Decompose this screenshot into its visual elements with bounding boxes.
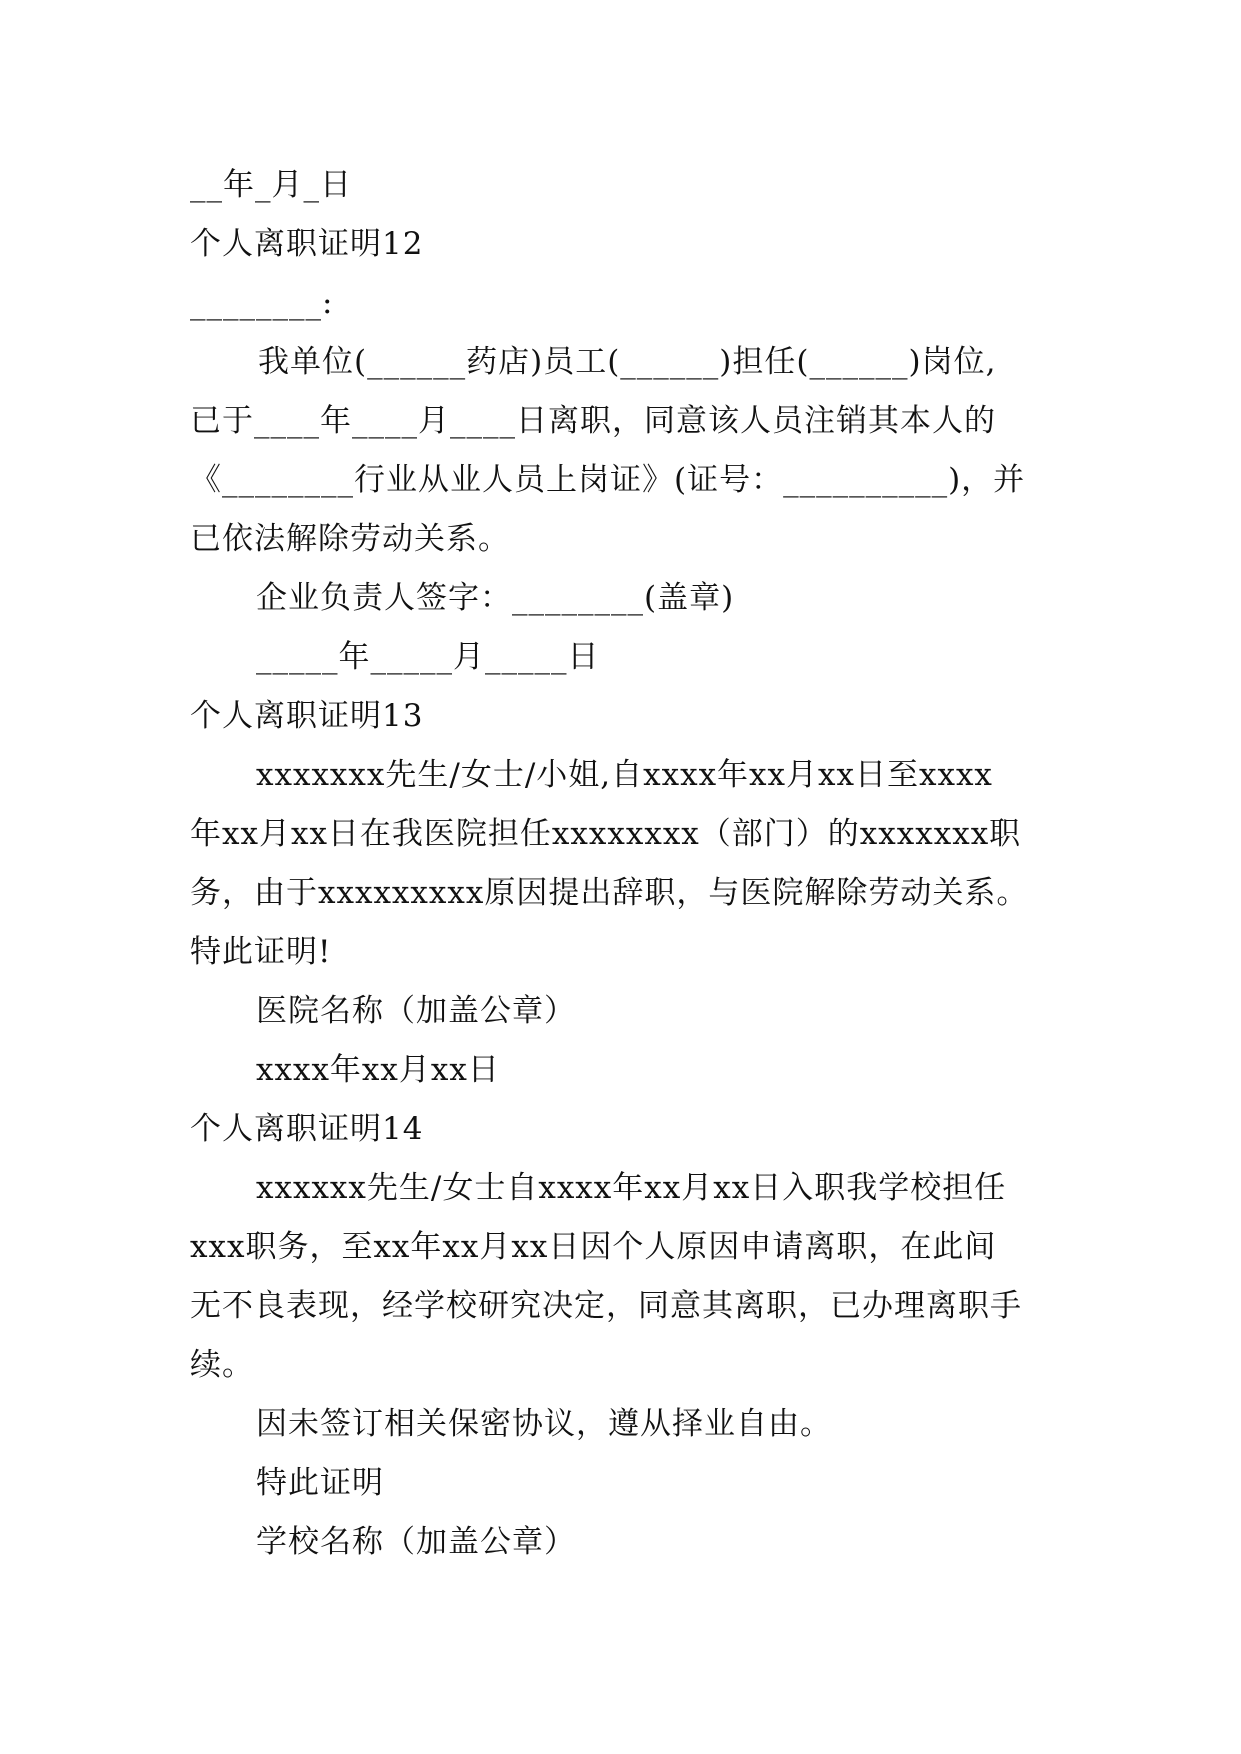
section-title-14: 个人离职证明14 <box>190 1111 424 1147</box>
signature-line: 企业负责人签字：________(盖章) <box>256 580 735 616</box>
paragraph-line: 已依法解除劳动关系。 <box>190 521 510 557</box>
school-name-line: 学校名称（加盖公章） <box>256 1524 576 1560</box>
hospital-name-line: 医院名称（加盖公章） <box>256 993 576 1029</box>
paragraph-line: 务，由于xxxxxxxxx原因提出辞职，与医院解除劳动关系。 <box>190 875 1029 911</box>
paragraph-line: 无不良表现，经学校研究决定，同意其离职，已办理离职手 <box>190 1288 1022 1324</box>
paragraph-line: 特此证明! <box>190 934 332 970</box>
paragraph-line: 年xx月xx日在我医院担任xxxxxxxx（部门）的xxxxxxx职 <box>190 816 1022 852</box>
addressee-blank: ________: <box>190 285 334 321</box>
paragraph-line: 因未签订相关保密协议，遵从择业自由。 <box>256 1406 832 1442</box>
paragraph-line: 续。 <box>190 1347 254 1383</box>
date-line: xxxx年xx月xx日 <box>256 1052 500 1088</box>
paragraph-line: xxx职务，至xx年xx月xx日因个人原因申请离职，在此间 <box>190 1229 997 1265</box>
date-line: _____年_____月_____日 <box>256 639 600 675</box>
section-title-12: 个人离职证明12 <box>190 226 424 262</box>
certification-line: 特此证明 <box>256 1465 384 1501</box>
paragraph-line: xxxxxx先生/女士自xxxx年xx月xx日入职我学校担任 <box>256 1170 1007 1206</box>
section-title-13: 个人离职证明13 <box>190 698 424 734</box>
date-line: __年_月_日 <box>190 167 352 203</box>
paragraph-line: 已于____年____月____日离职，同意该人员注销其本人的 <box>190 403 996 439</box>
paragraph-line: 《________行业从业人员上岗证》(证号：__________)，并 <box>190 462 1026 498</box>
paragraph-line: 我单位(______药店)员工(______)担任(______)岗位, <box>258 344 997 380</box>
paragraph-line: xxxxxxx先生/女士/小姐,自xxxx年xx月xx日至xxxx <box>256 757 993 793</box>
